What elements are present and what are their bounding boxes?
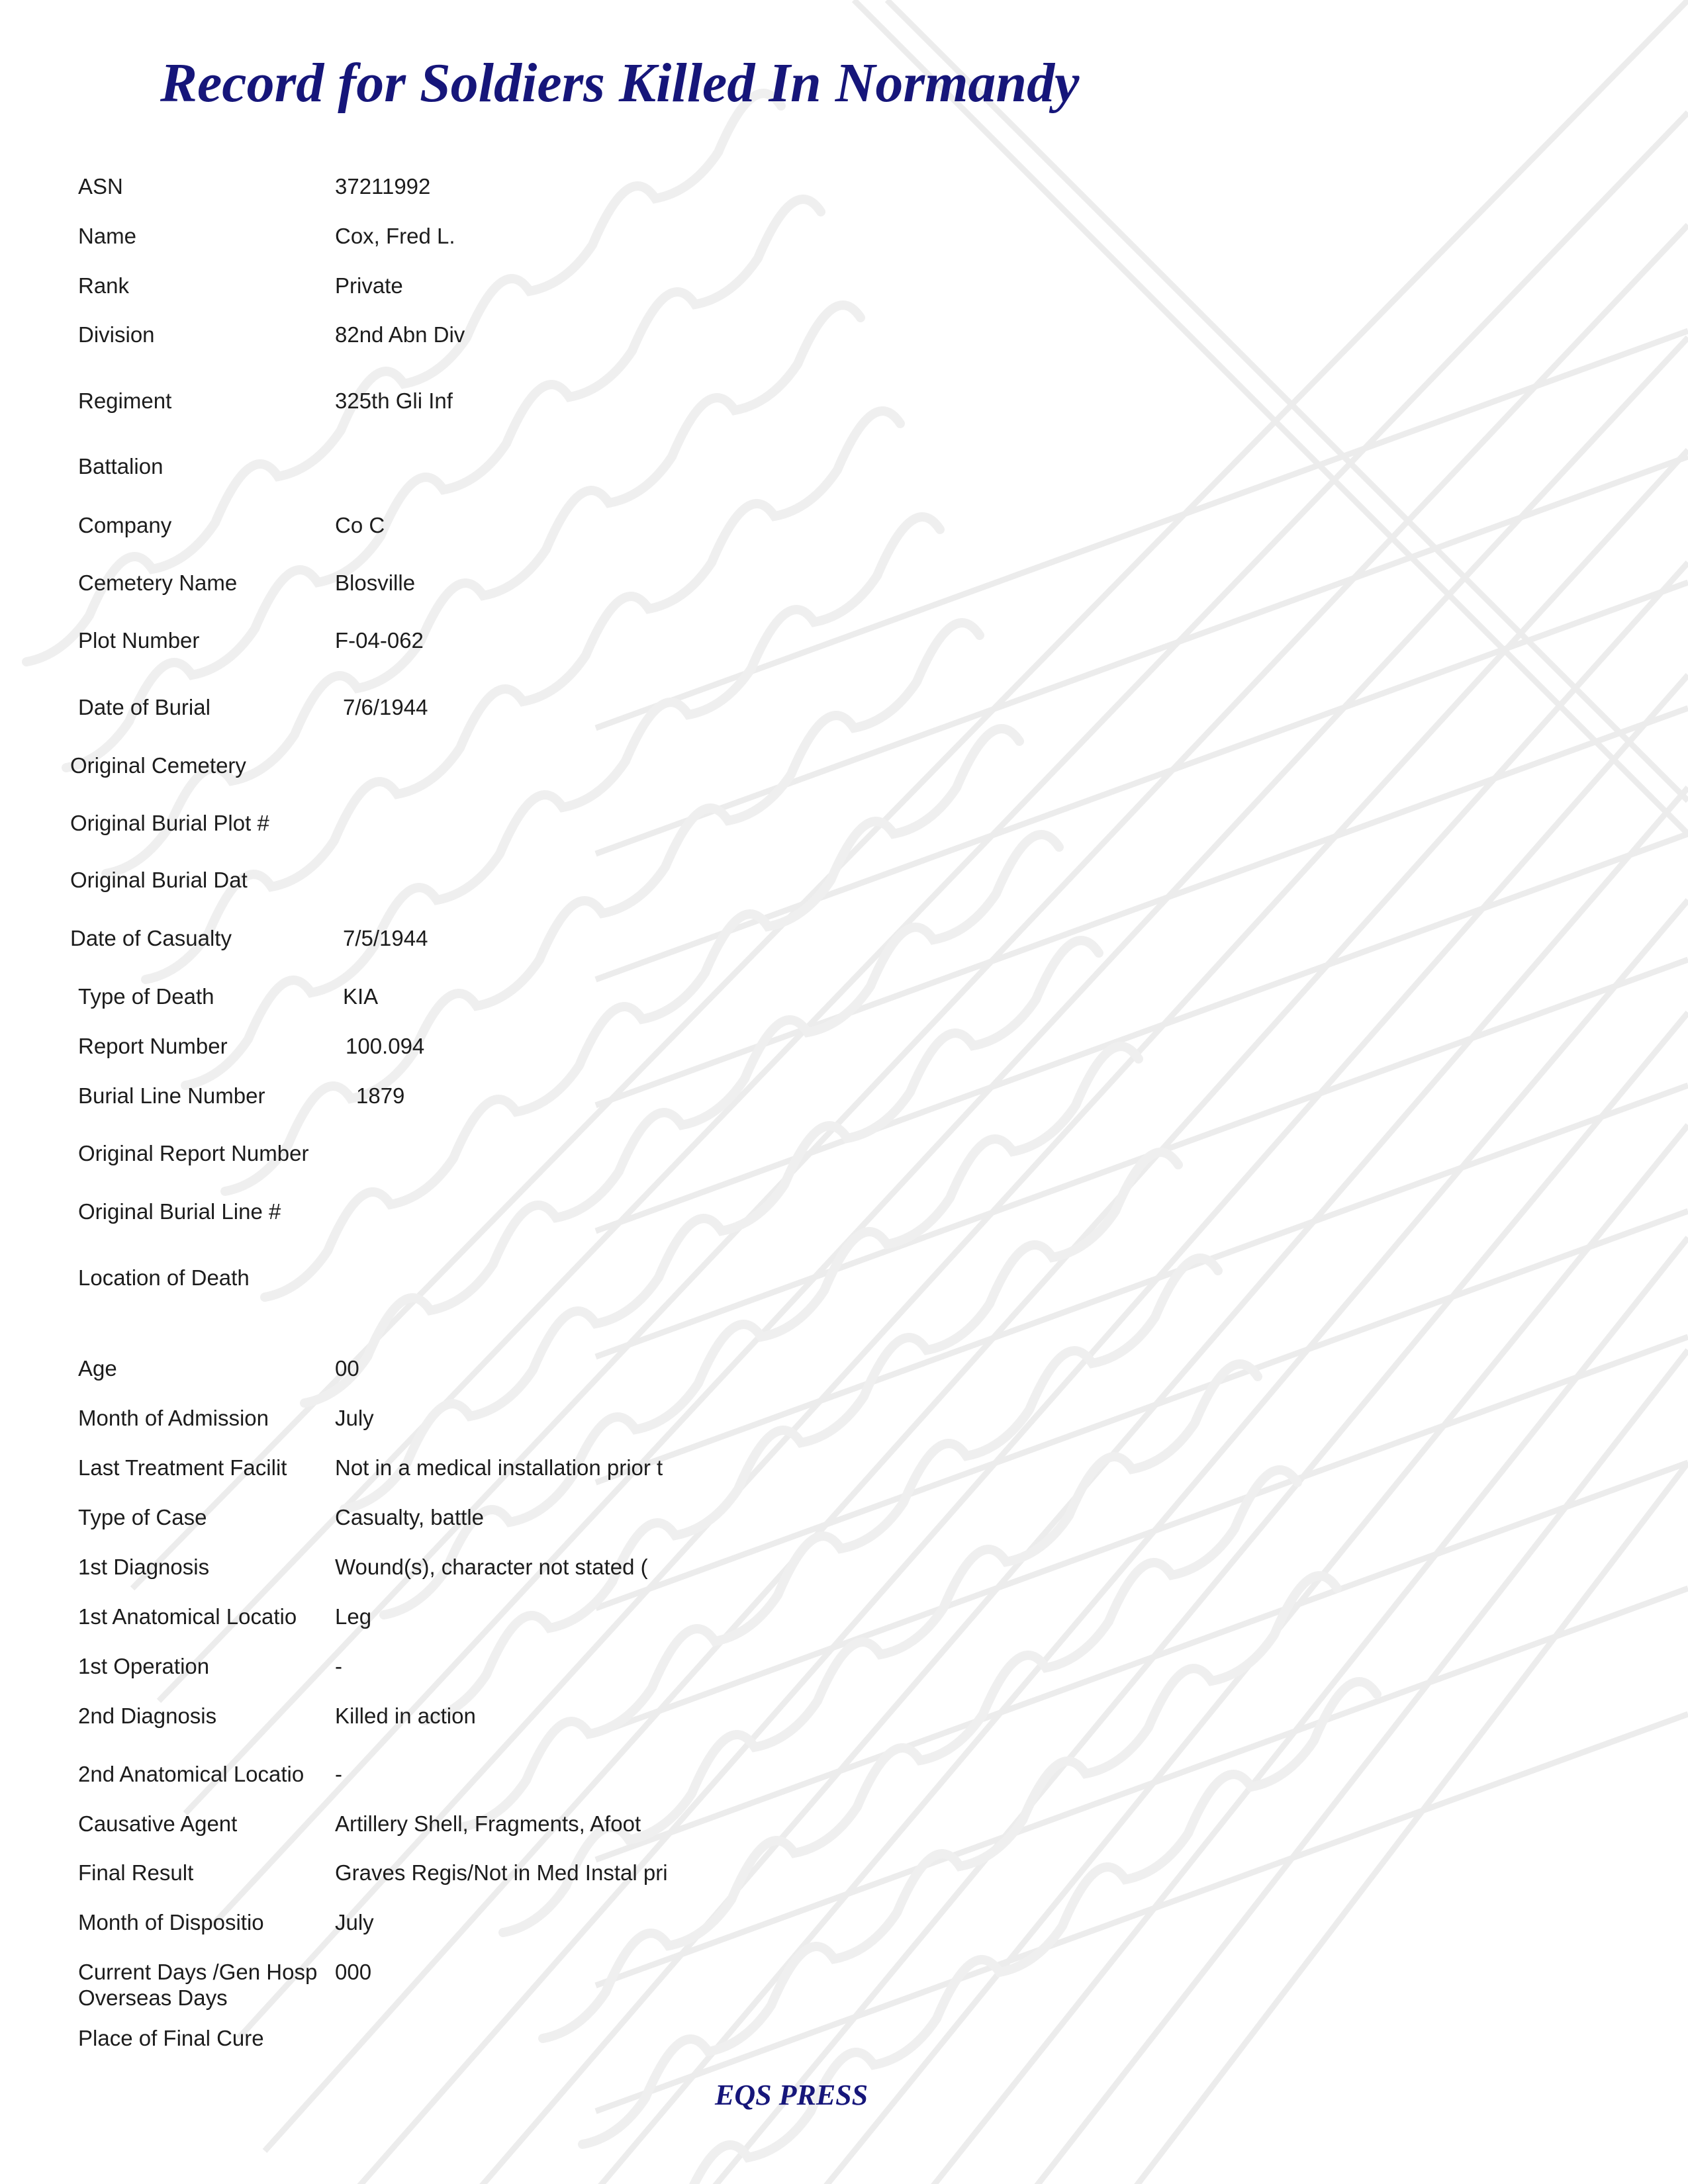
field-label-original-burial-plot: Original Burial Plot # xyxy=(70,811,269,835)
field-value-1st-diagnosis: Wound(s), character not stated ( xyxy=(335,1555,648,1579)
field-label-report-number: Report Number xyxy=(78,1034,228,1058)
field-value-month-of-dispositio: July xyxy=(335,1910,374,1934)
field-label-month-of-dispositio: Month of Dispositio xyxy=(78,1910,264,1934)
field-label-asn: ASN xyxy=(78,174,123,199)
field-value-age: 00 xyxy=(335,1356,359,1381)
field-label-regiment: Regiment xyxy=(78,388,172,413)
field-label-plot-number: Plot Number xyxy=(78,628,200,653)
field-label-battalion: Battalion xyxy=(78,454,164,478)
field-label-date-of-burial: Date of Burial xyxy=(78,695,211,719)
field-label-type-of-case: Type of Case xyxy=(78,1505,207,1529)
field-value-2nd-diagnosis: Killed in action xyxy=(335,1704,476,1728)
field-label-original-cemetery: Original Cemetery xyxy=(70,753,246,778)
field-value-burial-line-number: 1879 xyxy=(356,1083,405,1108)
field-value-report-number: 100.094 xyxy=(346,1034,425,1058)
field-label-current-days-gen-hosp: Current Days /Gen Hosp xyxy=(78,1960,318,1984)
field-label-age: Age xyxy=(78,1356,117,1381)
field-value-plot-number: F-04-062 xyxy=(335,628,424,653)
field-value-date-of-casualty: 7/5/1944 xyxy=(343,926,428,950)
field-label-1st-operation: 1st Operation xyxy=(78,1654,210,1678)
field-label-rank: Rank xyxy=(78,273,130,298)
field-value-1st-operation: - xyxy=(335,1654,342,1678)
field-value-2nd-anatomical-locatio: - xyxy=(335,1762,342,1786)
field-label-1st-diagnosis: 1st Diagnosis xyxy=(78,1555,210,1579)
field-value-1st-anatomical-locatio: Leg xyxy=(335,1604,372,1629)
field-label-location-of-death: Location of Death xyxy=(78,1265,250,1290)
field-value-asn: 37211992 xyxy=(335,174,431,199)
field-label-original-burial-dat: Original Burial Dat xyxy=(70,868,248,892)
field-label-type-of-death: Type of Death xyxy=(78,984,214,1009)
field-value-date-of-burial: 7/6/1944 xyxy=(343,695,428,719)
field-label-2nd-anatomical-locatio: 2nd Anatomical Locatio xyxy=(78,1762,305,1786)
field-label-burial-line-number: Burial Line Number xyxy=(78,1083,265,1108)
field-label-causative-agent: Causative Agent xyxy=(78,1811,238,1836)
field-label-original-burial-line: Original Burial Line # xyxy=(78,1199,281,1224)
field-value-causative-agent: Artillery Shell, Fragments, Afoot xyxy=(335,1811,641,1836)
field-label-last-treatment-facilit: Last Treatment Facilit xyxy=(78,1455,287,1480)
field-label-original-report-number: Original Report Number xyxy=(78,1141,309,1165)
field-value-name: Cox, Fred L. xyxy=(335,224,455,248)
field-value-final-result: Graves Regis/Not in Med Instal pri xyxy=(335,1860,668,1885)
field-value-regiment: 325th Gli Inf xyxy=(335,388,453,413)
field-value-type-of-death: KIA xyxy=(343,984,379,1009)
field-label-place-of-final-cure: Place of Final Cure xyxy=(78,2026,264,2050)
field-label-date-of-casualty: Date of Casualty xyxy=(70,926,232,950)
field-label-2nd-diagnosis: 2nd Diagnosis xyxy=(78,1704,217,1728)
page-title: Record for Soldiers Killed In Normandy xyxy=(160,52,1080,114)
field-value-company: Co C xyxy=(335,513,385,537)
field-value-current-days-gen-hosp: 000 xyxy=(335,1960,372,1984)
field-value-type-of-case: Casualty, battle xyxy=(335,1505,485,1529)
field-label-company: Company xyxy=(78,513,172,537)
field-label-final-result: Final Result xyxy=(78,1860,194,1885)
field-label-overseas-days: Overseas Days xyxy=(78,1985,228,2010)
field-value-cemetery-name: Blosville xyxy=(335,570,416,595)
field-value-month-of-admission: July xyxy=(335,1406,374,1430)
field-label-1st-anatomical-locatio: 1st Anatomical Locatio xyxy=(78,1604,297,1629)
field-value-last-treatment-facilit: Not in a medical installation prior t xyxy=(335,1455,663,1480)
field-label-cemetery-name: Cemetery Name xyxy=(78,570,238,595)
field-label-division: Division xyxy=(78,322,155,347)
field-value-rank: Private xyxy=(335,273,403,298)
field-label-month-of-admission: Month of Admission xyxy=(78,1406,269,1430)
field-value-division: 82nd Abn Div xyxy=(335,322,465,347)
field-label-name: Name xyxy=(78,224,137,248)
publisher-footer: EQS PRESS xyxy=(715,2079,868,2111)
